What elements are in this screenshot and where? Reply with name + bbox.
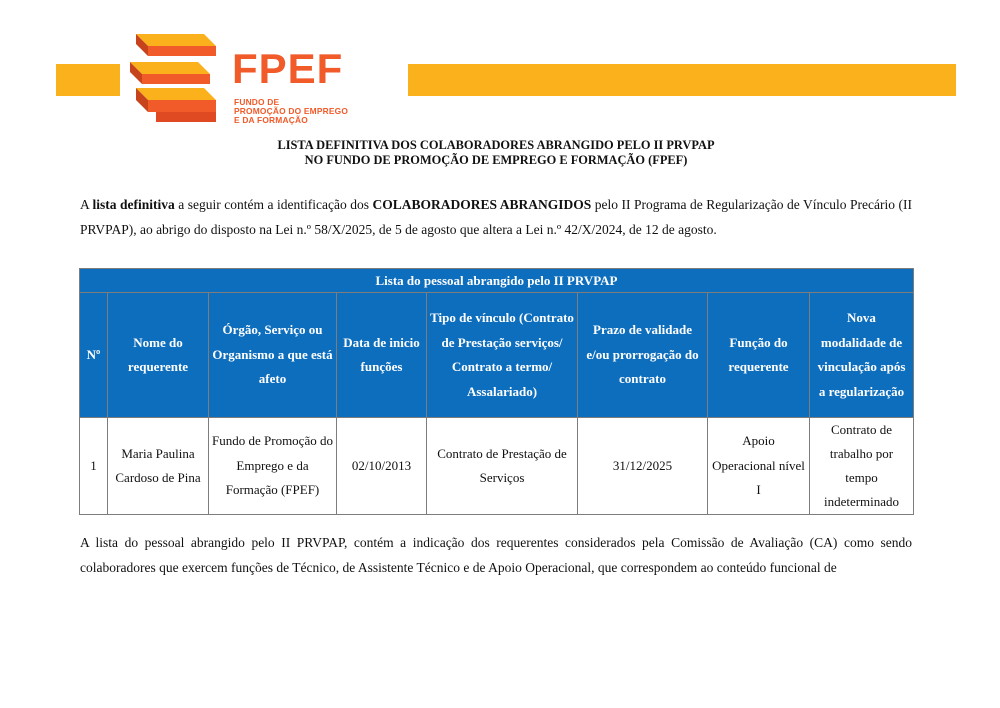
table-row	[80, 418, 914, 515]
intro-paragraph	[80, 192, 912, 242]
column-header: Função do requerente	[708, 293, 810, 418]
column-header: Data de inicio funções	[337, 293, 427, 418]
table-cell: 31/12/2025	[578, 418, 708, 515]
column-header: Nº	[80, 293, 108, 418]
table-cell: Fundo de Promoção do Emprego e da Formação (FPEF)	[209, 418, 337, 515]
table-header-row	[80, 293, 914, 418]
staff-table	[79, 268, 914, 515]
column-header: Nova modalidade de vinculação após a regularização	[810, 293, 914, 418]
intro-text: A	[80, 197, 93, 212]
logo-subtitle-line: FUNDO DE	[234, 97, 280, 107]
document-title	[80, 138, 912, 168]
table-cell: Apoio Operacional nível I	[708, 418, 810, 515]
table-cell: 02/10/2013	[337, 418, 427, 515]
intro-text: pelo II Programa de Regularização de Vínculo Precário (II PRVPAP), ao abrigo do disposto na Lei n.º 58/X/2025, de 5 de agosto que altera a Lei n.º 42/X/2024, de 12 de agosto.	[80, 197, 912, 237]
document-title-line1: LISTA DEFINITIVA DOS COLABORADORES ABRANGIDO PELO II PRVPAP	[277, 138, 715, 152]
table-cell: 1	[80, 418, 108, 515]
fpef-logo	[126, 30, 416, 128]
column-header: Órgão, Serviço ou Organismo a que está afeto	[209, 293, 337, 418]
column-header: Nome do requerente	[108, 293, 209, 418]
header-band-right	[408, 64, 956, 96]
table-caption: Lista do pessoal abrangido pelo II PRVPAP	[80, 269, 914, 293]
logo-subtitle-line: E DA FORMAÇÃO	[234, 115, 308, 125]
column-header: Tipo de vínculo (Contrato de Prestação serviços/ Contrato a termo/ Assalariado)	[427, 293, 578, 418]
header-band-left	[56, 64, 120, 96]
table-cell: Maria Paulina Cardoso de Pina	[108, 418, 209, 515]
intro-bold-text: COLABORADORES ABRANGIDOS	[372, 197, 592, 212]
intro-bold-text: lista definitiva	[92, 197, 175, 212]
column-header: Prazo de validade e/ou prorrogação do contrato	[578, 293, 708, 418]
fpef-logo-emblem-icon	[126, 30, 236, 128]
logo-subtitle-line: PROMOÇÃO DO EMPREGO	[234, 106, 349, 116]
table-cell: Contrato de Prestação de Serviços	[427, 418, 578, 515]
logo-subtitle	[234, 98, 348, 125]
closing-paragraph: A lista do pessoal abrangido pelo II PRVPAP, contém a indicação dos requerentes considerados pela Comissão de Avaliação (CA) como sendo colaboradores que exercem funções de Técnico, de Assistente Técnico e de Apoio Operacional, que correspondem ao conteúdo funcional de	[80, 535, 912, 575]
document-title-line2: NO FUNDO DE PROMOÇÃO DE EMPREGO E FORMAÇÃO (FPEF)	[304, 153, 688, 167]
logo-wordmark: FPEF	[232, 45, 344, 92]
table-cell: Contrato de trabalho por tempo indeterminado	[810, 418, 914, 515]
intro-text: a seguir contém a identificação dos	[174, 197, 373, 212]
